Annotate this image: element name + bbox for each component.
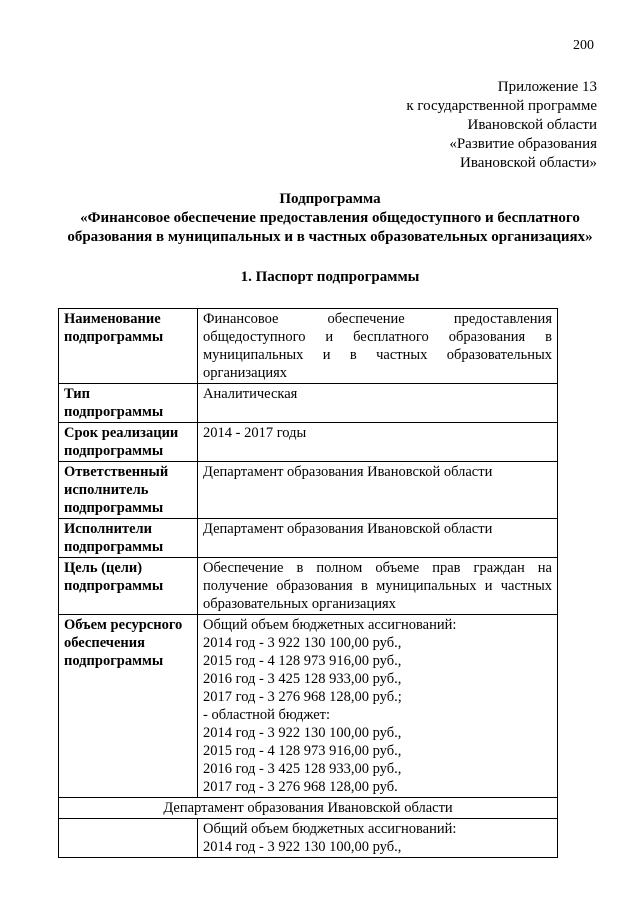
funding-line: 2015 год - 4 128 973 916,00 руб., — [203, 653, 402, 669]
table-row — [59, 819, 558, 858]
row-value-department-funding — [198, 819, 558, 858]
table-row — [59, 558, 558, 615]
appendix-line: к государственной программе — [406, 98, 597, 114]
table-row — [59, 309, 558, 384]
funding-line: Общий объем бюджетных ассигнований: — [203, 821, 457, 837]
row-label-goal: Цель (цели) подпрограммы — [59, 558, 198, 615]
row-label-period: Срок реализации подпрограммы — [59, 423, 198, 462]
passport-table — [58, 308, 558, 858]
row-value-type: Аналитическая — [198, 384, 558, 423]
funding-line: 2015 год - 4 128 973 916,00 руб., — [203, 743, 402, 759]
table-row — [59, 384, 558, 423]
page-number: 200 — [573, 38, 594, 53]
row-value-funding — [198, 615, 558, 798]
row-label-name: Наименование подпрограммы — [59, 309, 198, 384]
funding-line: 2014 год - 3 922 130 100,00 руб., — [203, 839, 402, 855]
appendix-line: «Развитие образования — [449, 136, 597, 152]
table-row — [59, 519, 558, 558]
title-line: образования в муниципальных и в частных образовательных организациях» — [67, 229, 593, 245]
funding-line: 2014 год - 3 922 130 100,00 руб., — [203, 635, 402, 651]
funding-line: 2014 год - 3 922 130 100,00 руб., — [203, 725, 402, 741]
row-value-responsible: Департамент образования Ивановской области — [198, 462, 558, 519]
row-label-type: Тип подпрограммы — [59, 384, 198, 423]
table-row — [59, 798, 558, 819]
funding-line: - областной бюджет: — [203, 707, 331, 723]
title-line: Подпрограмма — [279, 191, 381, 207]
row-value-period: 2014 - 2017 годы — [198, 423, 558, 462]
funding-line: 2016 год - 3 425 128 933,00 руб., — [203, 761, 402, 777]
passport-heading: 1. Паспорт подпрограммы — [240, 269, 420, 285]
table-row — [59, 615, 558, 798]
row-label-executors: Исполнители подпрограммы — [59, 519, 198, 558]
funding-line: Общий объем бюджетных ассигнований: — [203, 617, 457, 633]
table-row — [59, 423, 558, 462]
row-label-empty — [59, 819, 198, 858]
row-value-name: Финансовое обеспечение предоставления общедоступного и бесплатного образования в муниципальных и в частных образовательных организациях — [198, 309, 558, 384]
row-value-executors: Департамент образования Ивановской области — [198, 519, 558, 558]
row-label-funding: Объем ресурсного обеспечения подпрограммы — [59, 615, 198, 798]
appendix-header — [406, 78, 597, 173]
title-line: «Финансовое обеспечение предоставления общедоступного и бесплатного — [80, 210, 580, 226]
subprogram-title — [40, 190, 620, 247]
funding-line: 2016 год - 3 425 128 933,00 руб., — [203, 671, 402, 687]
funding-line: 2017 год - 3 276 968 128,00 руб.; — [203, 689, 402, 705]
appendix-line: Ивановской области» — [460, 155, 597, 171]
appendix-line: Приложение 13 — [497, 79, 597, 95]
appendix-line: Ивановской области — [467, 117, 597, 133]
department-row: Департамент образования Ивановской области — [59, 798, 558, 819]
row-label-responsible: Ответственный исполнитель подпрограммы — [59, 462, 198, 519]
row-value-goal: Обеспечение в полном объеме прав граждан на получение образования в муниципальных и частных образовательных организациях — [198, 558, 558, 615]
table-row — [59, 462, 558, 519]
funding-line: 2017 год - 3 276 968 128,00 руб. — [203, 779, 398, 795]
